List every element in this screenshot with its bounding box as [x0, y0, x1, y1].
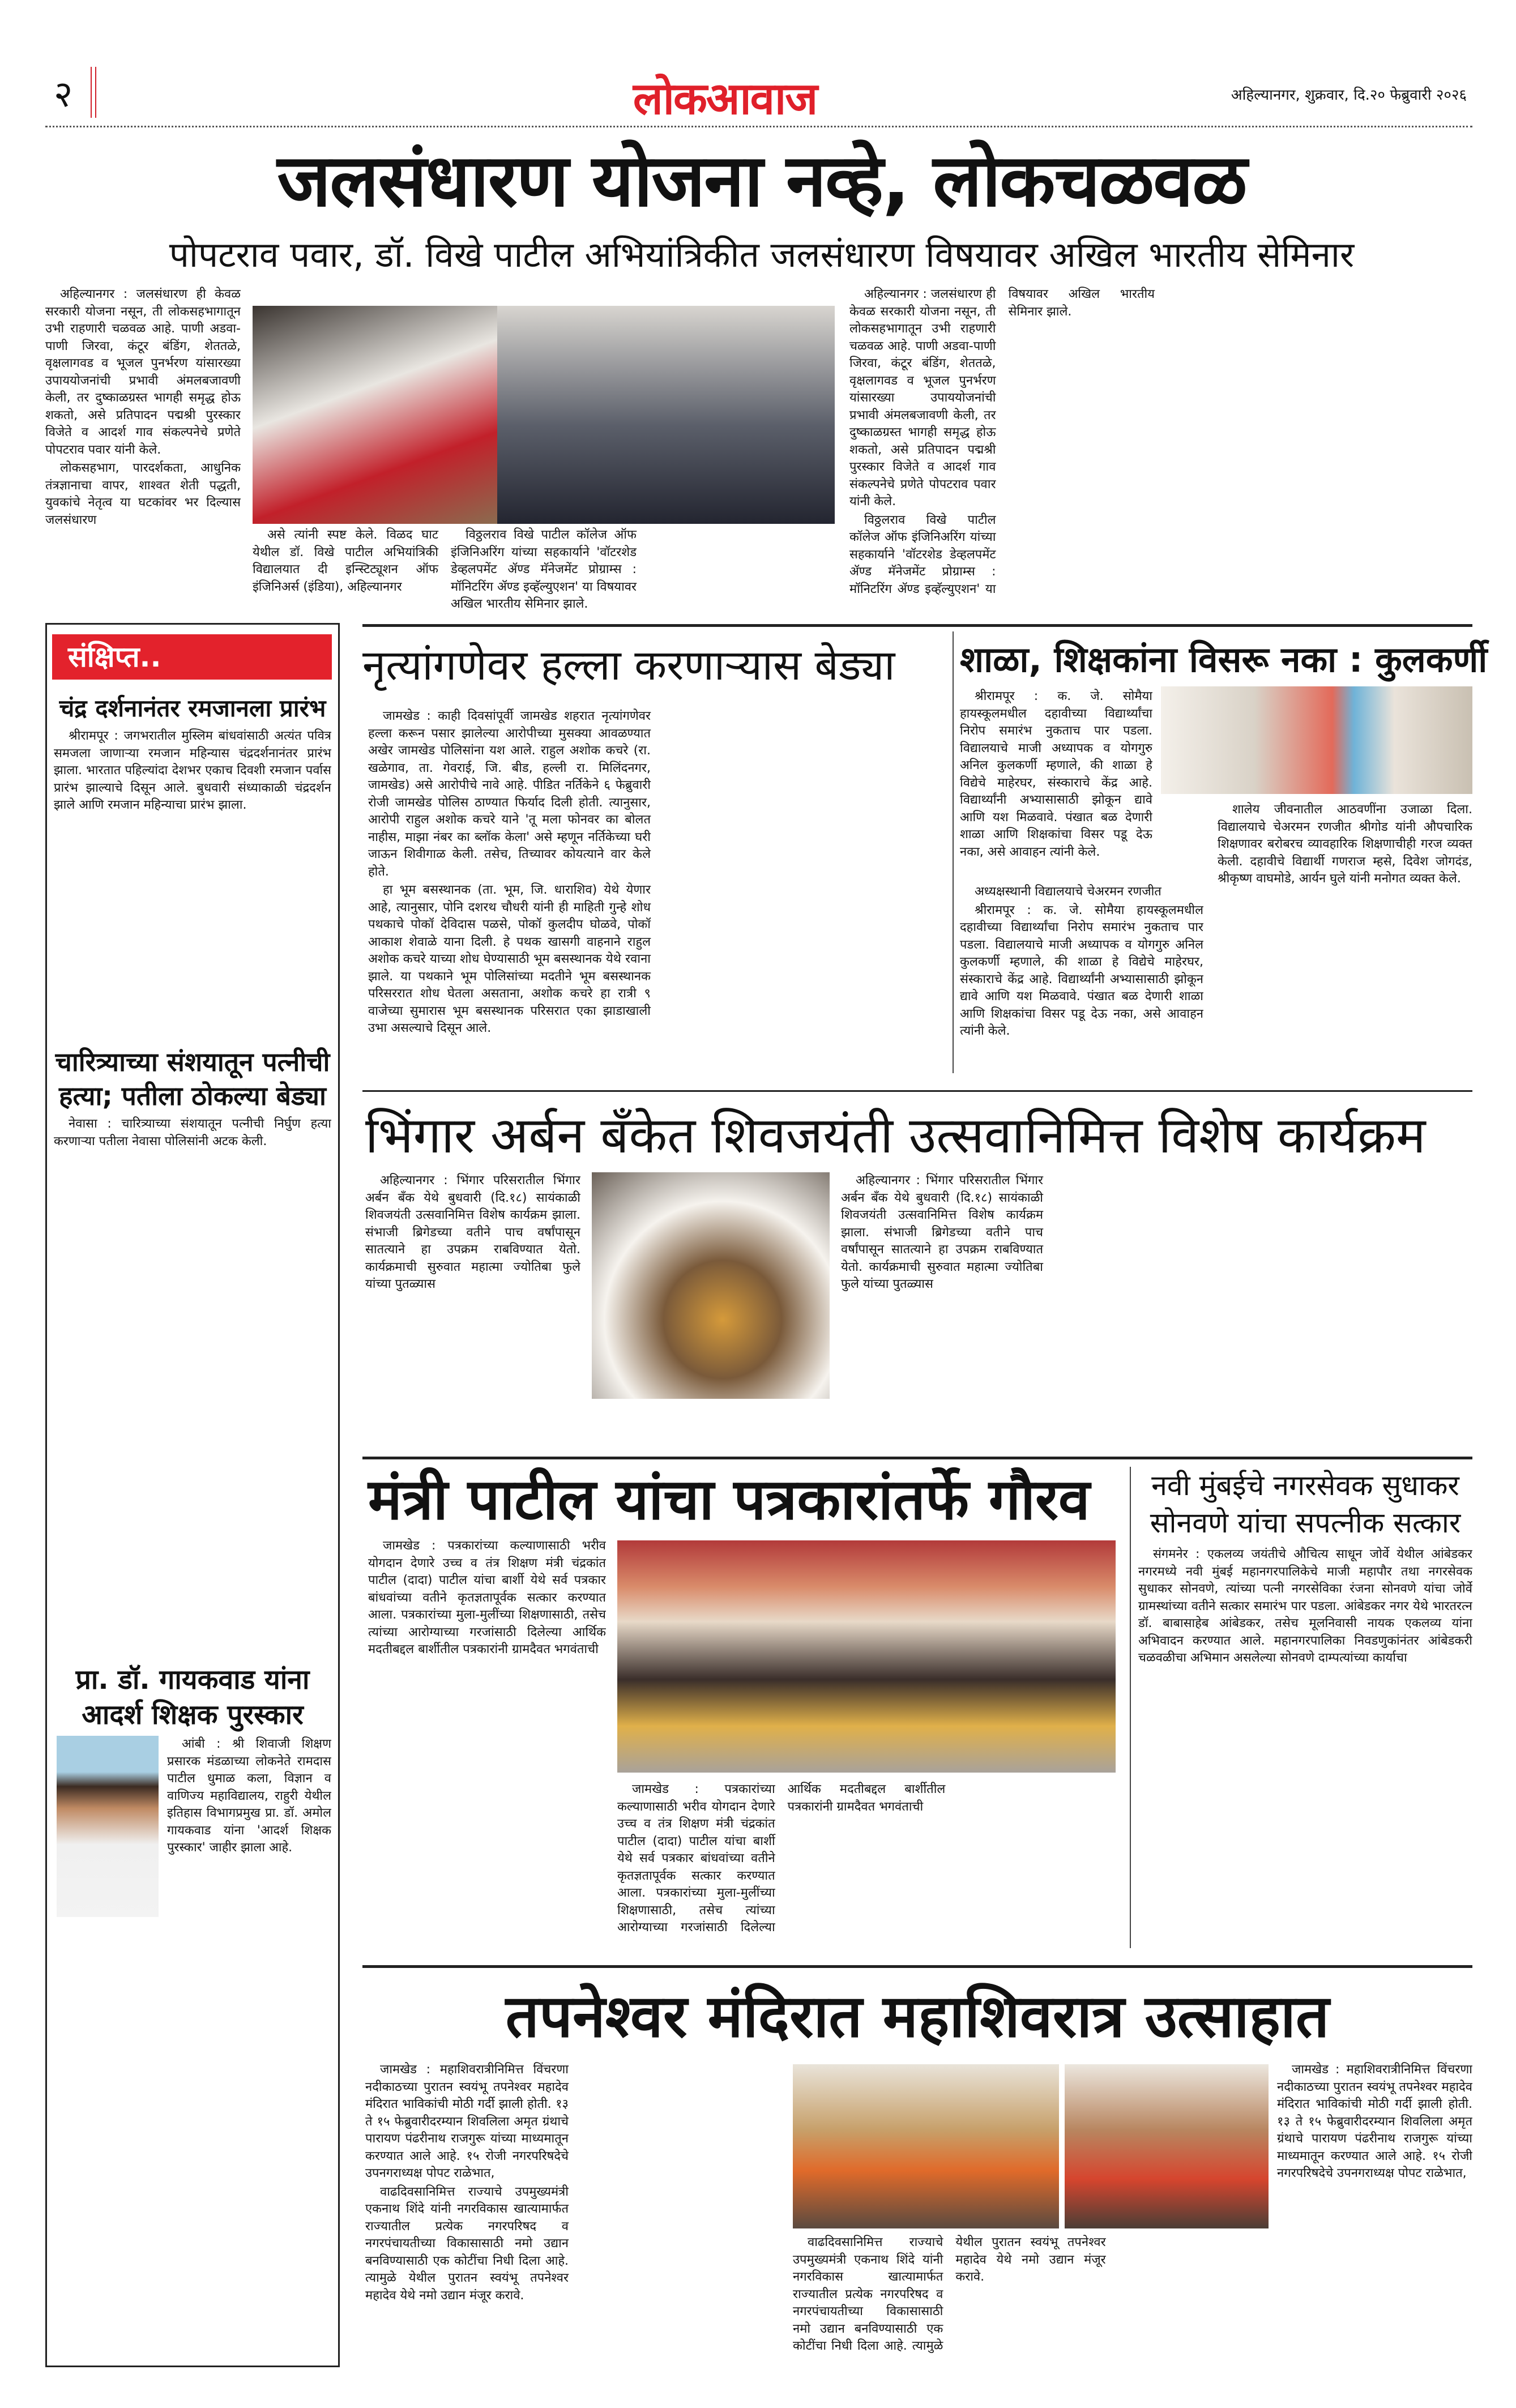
tapneshwar-body-under-photo	[793, 2234, 1269, 2367]
paragraph: जामखेड : महाशिवरात्रीनिमित्त विंचरणा नदीकाठच्या पुरातन स्वयंभू तपनेश्वर महादेव मंदिरात भाविकांची मोठी गर्दी झाली होती. १३ ते १५ फेब्रुवारीदरम्यान शिवलिला अमृत ग्रंथाचे पारायण पंढरीनाथ राजगुरू यांच्या माध्यमातून करण्यात आले आहे. १५ रोजी नगरपरिषदेचे उपनगराध्यक्ष पोपट राळेभात,	[1277, 2063, 1472, 2180]
paragraph: वाढदिवसानिमित्त राज्याचे उपमुख्यमंत्री एकनाथ शिंदे यांनी नगरविकास खात्यामार्फत राज्यातील प्रत्येक नगरपरिषद व नगरपंचायतीच्या विकासासाठी नमो उद्यान बनविण्यासाठी एक कोटींचा निधी दिला आहे. त्यामुळे येथील पुरातन स्वयंभू तपनेश्वर महादेव येथे नमो उद्यान मंजूर करावे.	[365, 2184, 569, 2303]
paragraph: संगमनेर : एकलव्य जयंतीचे औचित्य साधून जोर्वे येथील आंबेडकर नगरमध्ये नवी मुंबई महानगरपालिकेचे माजी महापौर तथा नगरसेवक सुधाकर सोनवणे, त्यांच्या पत्नी नगरसेविका रंजना सोनवणे यांचा जोर्वे ग्रामस्थांच्या वतीने सत्कार समारंभ पार पडला. आंबेडकर नगर येथे भारतरत्न डॉ. बाबासाहेब आंबेडकर, तसेच मूलनिवासी नायक एकलव्य यांना अभिवादन करण्यात आले. महानगरपालिका निवडणुकांनंतर आंबेडकरी चळवळीचा अभिमान असलेल्या सोनवणे दाम्पत्यांच्या कार्याचा	[1138, 1547, 1472, 1665]
bhingar-body-left	[365, 1172, 580, 1438]
paragraph: विठ्ठलराव विखे पाटील कॉलेज ऑफ इंजिनिअरिंग यांच्या सहकार्याने 'वॉटरशेड डेव्हलपमेंट ॲण्ड मॅनेजमेंट प्रोग्राम्स : मॉनिटरिंग ॲण्ड इव्हॅल्युएशन' या विषयावर अखिल भारतीय सेमिनार झाले.	[451, 528, 637, 611]
lead-photo	[253, 306, 835, 524]
brief-headline: प्रा. डॉ. गायकवाड यांना आदर्श शिक्षक पुरस्कार	[75, 1664, 310, 1731]
paragraph: वाढदिवसानिमित्त राज्याचे उपमुख्यमंत्री एकनाथ शिंदे यांनी नगरविकास खात्यामार्फत राज्यातील प्रत्येक नगरपरिषद व नगरपंचायतीच्या विकासासाठी नमो उद्यान बनविण्यासाठी एक कोटींचा निधी दिला आहे. त्यामुळे येथील पुरातन स्वयंभू तपनेश्वर महादेव येथे नमो उद्यान मंजूर करावे.	[793, 2235, 1106, 2353]
mantri-body-left	[368, 1538, 606, 1945]
page-number: २	[54, 74, 73, 116]
column-divider	[1130, 1467, 1131, 1948]
section-rule	[362, 1457, 1472, 1459]
paragraph: अध्यक्षस्थानी विद्यालयाचे चेअरमन रणजीत	[975, 885, 1161, 899]
paragraph: जामखेड : काही दिवसांपूर्वी जामखेड शहरात नृत्यांगणेवर हल्ला करून पसार झालेल्या आरोपीच्या मुसक्या आवळण्यात अखेर जामखेड पोलिसांना यश आले. राहुल अशोक कचरे (रा. खळेगाव, ता. गेवराई, जि. बीड, हल्ली रा. मिलिंदनगर, जामखेड) असे आरोपीचे नावे आहे. पीडित नर्तिकेने ६ फेब्रुवारी रोजी जामखेड पोलिस ठाण्यात फिर्याद दिली होती. त्यानुसार, आरोपी राहुल अशोक कचरे याने 'तू मला फोनवर का बोलत नाहीस, माझा नंबर का ब्लॉक केला' असे म्हणून नर्तिकेच्या घरी जाऊन शिवीगाळ केली. तसेच, तिच्यावर कोयत्याने वार केले होते.	[368, 709, 651, 879]
bhingar-body-right	[841, 1172, 1472, 1438]
paragraph: श्रीरामपूर : क. जे. सोमैया हायस्कूलमधील दहावीच्या विद्यार्थ्यांचा निरोप समारंभ नुकताच पार पडला. विद्यालयाचे माजी अध्यापक व योगगुरु अनिल कुलकर्णी म्हणाले, की शाळा हे विद्येचे माहेरघर, संस्काराचे केंद्र आहे. विद्यार्थ्यांनी अभ्यासासाठी झोकून द्यावे आणि यश मिळवावे. पंखात बळ देणारी शाळा आणि शिक्षकांचा विसर पडू देऊ नका, असे आवाहन त्यांनी केले.	[960, 903, 1203, 1038]
paragraph: असे त्यांनी स्पष्ट केले. विळद घाट येथील डॉ. विखे पाटील अभियांत्रिकी विद्यालयात दी इन्स्टिट्यूशन ऑफ इंजिनिअर्स (इंडिया), अहिल्यानगर	[253, 528, 438, 594]
paragraph: श्रीरामपूर : क. जे. सोमैया हायस्कूलमधील दहावीच्या विद्यार्थ्यांचा निरोप समारंभ नुकताच पार पडला. विद्यालयाचे माजी अध्यापक व योगगुरु अनिल कुलकर्णी म्हणाले, की शाळा हे विद्येचे माहेरघर, संस्काराचे केंद्र आहे. विद्यार्थ्यांनी अभ्यासासाठी झोकून द्यावे आणि यश मिळवावे. पंखात बळ देणारी शाळा आणि शिक्षकांचा विसर पडू देऊ नका, असे आवाहन त्यांनी केले.	[960, 689, 1152, 859]
paragraph: जामखेड : पत्रकारांच्या कल्याणासाठी भरीव योगदान देणारे उच्च व तंत्र शिक्षण मंत्री चंद्रकांत पाटील (दादा) पाटील यांचा बार्शी येथे सर्व पत्रकार बांधवांच्या वतीने कृतज्ञतापूर्वक सत्कार करण्यात आला. पत्रकारांच्या मुला-मुलींच्या शिक्षणासाठी, तसेच त्यांच्या आरोग्याच्या गरजांसाठी दिलेल्या आर्थिक मदतीबद्दल बार्शीतील पत्रकारांनी ग्रामदैवत भगवंताची	[368, 1539, 606, 1656]
speaker-photo	[253, 306, 497, 524]
temple-photo	[793, 2064, 1059, 2228]
bhingar-headline: भिंगार अर्बन बँकेत शिवजयंती उत्सवानिमित्त विशेष कार्यक्रम	[365, 1106, 1426, 1164]
paragraph: अहिल्यानगर : जलसंधारण ही केवळ सरकारी योजना नसून, ती लोकसहभागातून उभी राहणारी चळवळ आहे. पाणी अडवा-पाणी जिरवा, कंटूर बंडिंग, शेततळे, वृक्षलागवड व भूजल पुनर्भरण यांसारख्या उपाययोजनांची प्रभावी अंमलबजावणी केली, तर दुष्काळग्रस्त भागही समृद्ध होऊ शकतो, असे प्रतिपादन पद्मश्री पुरस्कार विजेते व आदर्श गाव संकल्पनेचे प्रणेते पोपटराव पवार यांनी केले.	[849, 287, 996, 509]
tapneshwar-headline: तपनेश्वर मंदिरात महाशिवरात्र उत्साहात	[505, 1982, 1330, 2051]
paragraph: जामखेड : पत्रकारांच्या कल्याणासाठी भरीव योगदान देणारे उच्च व तंत्र शिक्षण मंत्री चंद्रकांत पाटील (दादा) पाटील यांचा बार्शी येथे सर्व पत्रकार बांधवांच्या वतीने कृतज्ञतापूर्वक सत्कार करण्यात आला. पत्रकारांच्या मुला-मुलींच्या शिक्षणासाठी, तसेच त्यांच्या आरोग्याच्या गरजांसाठी दिलेल्या आर्थिक मदतीबद्दल बार्शीतील पत्रकारांनी ग्रामदैवत भगवंताची	[617, 1782, 946, 1935]
navimumbai-headline: नवी मुंबईचे नगरसेवक सुधाकर सोनवणे यांचा सपत्नीक सत्कार	[1150, 1469, 1461, 1539]
paragraph: जामखेड : महाशिवरात्रीनिमित्त विंचरणा नदीकाठच्या पुरातन स्वयंभू तपनेश्वर महादेव मंदिरात भाविकांची मोठी गर्दी झाली होती. १३ ते १५ फेब्रुवारीदरम्यान शिवलिला अमृत ग्रंथाचे पारायण पंढरीनाथ राजगुरू यांच्या माध्यमातून करण्यात आले आहे. १५ रोजी नगरपरिषदेचे उपनगराध्यक्ष पोपट राळेभात,	[365, 2063, 569, 2180]
section-rule	[362, 1090, 1472, 1092]
paragraph: अहिल्यानगर : भिंगार परिसरातील भिंगार अर्बन बँक येथे बुधवारी (दि.१८) सायंकाळी शिवजयंती उत्सवानिमित्त विशेष कार्यक्रम झाला. संभाजी ब्रिगेडच्या वतीने पाच वर्षांपासून सातत्याने हा उपक्रम राबविण्यात येतो. कार्यक्रमाची सुरुवात महात्मा ज्योतिबा फुले यांच्या पुतळ्यास	[365, 1173, 580, 1291]
paragraph: अहिल्यानगर : जलसंधारण ही केवळ सरकारी योजना नसून, ती लोकसहभागातून उभी राहणारी चळवळ आहे. पाणी अडवा-पाणी जिरवा, कंटूर बंडिंग, शेततळे, वृक्षलागवड व भूजल पुनर्भरण यांसारख्या उपाययोजनांची प्रभावी अंमलबजावणी केली, तर दुष्काळग्रस्त भागही समृद्ध होऊ शकतो, असे प्रतिपादन पद्मश्री पुरस्कार विजेते व आदर्श गाव संकल्पनेचे प्रणेते पोपटराव पवार यांनी केले.	[45, 287, 241, 457]
masthead-divider	[91, 67, 96, 118]
lead-subheadline: पोपटराव पवार, डॉ. विखे पाटील अभियांत्रिकीत जलसंधारण विषयावर अखिल भारतीय सेमिनार	[169, 234, 1355, 275]
mantri-body-under-photo	[617, 1781, 1116, 1945]
brief-body	[54, 728, 331, 1034]
paragraph: लोकसहभाग, पारदर्शकता, आधुनिक तंत्रज्ञानाचा वापर, शाश्वत शेती पद्धती, युवकांचे नेतृत्व या घटकांवर भर दिल्यास जलसंधारण	[45, 461, 241, 527]
lead-body-under-photo	[253, 527, 835, 620]
gaykwad-portrait	[57, 1736, 159, 1917]
shala-headline: शाळा, शिक्षकांना विसरू नका : कुलकर्णी	[960, 639, 1488, 680]
shala-body-intro	[960, 688, 1152, 881]
lead-body-right	[849, 286, 1472, 620]
paragraph: नेवासा : चारित्र्याच्या संशयातून पत्नीची निर्घुण हत्या करणाऱ्या पतीला नेवासा पोलिसांनी अटक केली.	[54, 1117, 331, 1149]
brief-body	[167, 1736, 331, 1917]
brief-headline: चारित्र्याच्या संशयातून पत्नीची हत्या; पतीला ठोकल्या बेड्या	[55, 1047, 330, 1111]
paragraph: शालेय जीवनातील आठवणींना उजाळा दिला. विद्यालयाचे चेअरमन रणजीत श्रीगोड यांनी औपचारिक शिक्षणावर बरोबरच व्यावहारिक शिक्षणाचीही गरज व्यक्त केली. दहावीचे विद्यार्थी गणराज म्हसे, दिवेश जोगदंड, श्रीकृष्ण वाघमोडे, आर्यन घुले यांनी मनोगत व्यक्त केले.	[1218, 802, 1472, 886]
shivaji-statue-photo	[592, 1172, 830, 1399]
tapneshwar-body-right	[1277, 2061, 1472, 2367]
felicitation-photo	[617, 1540, 1116, 1773]
shala-photo	[1161, 686, 1472, 794]
lead-headline: जलसंधारण योजना नव्हे, लोकचळवळ	[277, 139, 1246, 223]
nrityangana-headline: नृत्यांगणेवर हल्ला करणाऱ्यास बेड्या	[362, 641, 895, 690]
section-rule	[362, 1965, 1472, 1968]
audience-photo	[497, 306, 835, 524]
paragraph: हा भूम बसस्थानक (ता. भूम, जि. धाराशिव) येथे येणार आहे, त्यानुसार, पोनि दशरथ चौधरी यांनी ही माहिती गुन्हे शोध पथकाचे पोकॉ देविदास पळसे, पोकॉ कुलदीप घोळवे, पोकॉ आकाश शेवाळे याना दिली. हे पथक खासगी वाहनाने राहुल अशोक कचरे याच्या शोध घेण्यासाठी भूम बसस्थानक येथे रवाना झाले. या पथकाने भूम पोलिसांच्या मदतीने भूम बसस्थानक परिसररात शोध घेतला असताना, अशोक कचरे हा रात्री ९ वाजेच्या सुमारास भूम बसस्थानक परिसरात एका झाडाखाली उभा असल्याचे दिसून आले.	[368, 883, 651, 1035]
paragraph: श्रीरामपूर : जगभरातील मुस्लिम बांधवांसाठी अत्यंत पवित्र समजला जाणाऱ्या रमजान महिन्यास चंद्रदर्शनानंतर प्रारंभ झाला. भारतात पहिल्यांदा देशभर एकाच दिवशी रमजान पर्वास प्रारंभ झाल्याचे दिसून आले. बुधवारी संध्याकाळी चंद्रदर्शन झाले आणि रमजान महिन्याचा प्रारंभ झाला.	[54, 729, 331, 812]
brief-headline: चंद्र दर्शनानंतर रमजानला प्रारंभ	[59, 694, 326, 722]
navimumbai-body	[1138, 1546, 1472, 1945]
brief-body	[54, 1116, 331, 1654]
column-divider	[953, 631, 954, 1073]
lead-body-left	[45, 286, 241, 620]
briefs-label: संक्षिप्त..	[52, 634, 332, 680]
mantri-headline: मंत्री पाटील यांचा पत्रकारांतर्फे गौरव	[368, 1466, 1090, 1532]
newspaper-logo: लोकआवाज	[633, 74, 817, 125]
dateline: अहिल्यानगर, शुक्रवार, दि.२० फेब्रुवारी २०२६	[1231, 87, 1467, 104]
paragraph: आंबी : श्री शिवाजी शिक्षण प्रसारक मंडळाच्या लोकनेते रामदास पाटील धुमाळ कला, विज्ञान व वाणिज्य महाविद्यालय, राहुरी येथील इतिहास विभागप्रमुख प्रा. डॉ. अमोल गायकवाड यांना 'आदर्श शिक्षक पुरस्कार' जाहीर झाला आहे.	[167, 1737, 331, 1855]
masthead-rule	[45, 126, 1472, 127]
shala-body-left	[960, 883, 1203, 1070]
nrityangana-body	[368, 708, 946, 1070]
tapneshwar-body-left	[365, 2061, 784, 2367]
paragraph: विठ्ठलराव विखे पाटील कॉलेज ऑफ इंजिनिअरिंग यांच्या सहकार्याने 'वॉटरशेड डेव्हलपमेंट ॲण्ड मॅनेजमेंट प्रोग्राम्स : मॉनिटरिंग ॲण्ड इव्हॅल्युएशन' या विषयावर अखिल भारतीय सेमिनार झाले.	[849, 287, 1155, 596]
devotees-photo	[1065, 2064, 1269, 2228]
paragraph: अहिल्यानगर : भिंगार परिसरातील भिंगार अर्बन बँक येथे बुधवारी (दि.१८) सायंकाळी शिवजयंती उत्सवानिमित्त विशेष कार्यक्रम झाला. संभाजी ब्रिगेडच्या वतीने पाच वर्षांपासून सातत्याने हा उपक्रम राबविण्यात येतो. कार्यक्रमाची सुरुवात महात्मा ज्योतिबा फुले यांच्या पुतळ्यास	[841, 1173, 1043, 1291]
shala-body-right	[1218, 801, 1472, 1070]
section-rule	[362, 624, 1472, 627]
